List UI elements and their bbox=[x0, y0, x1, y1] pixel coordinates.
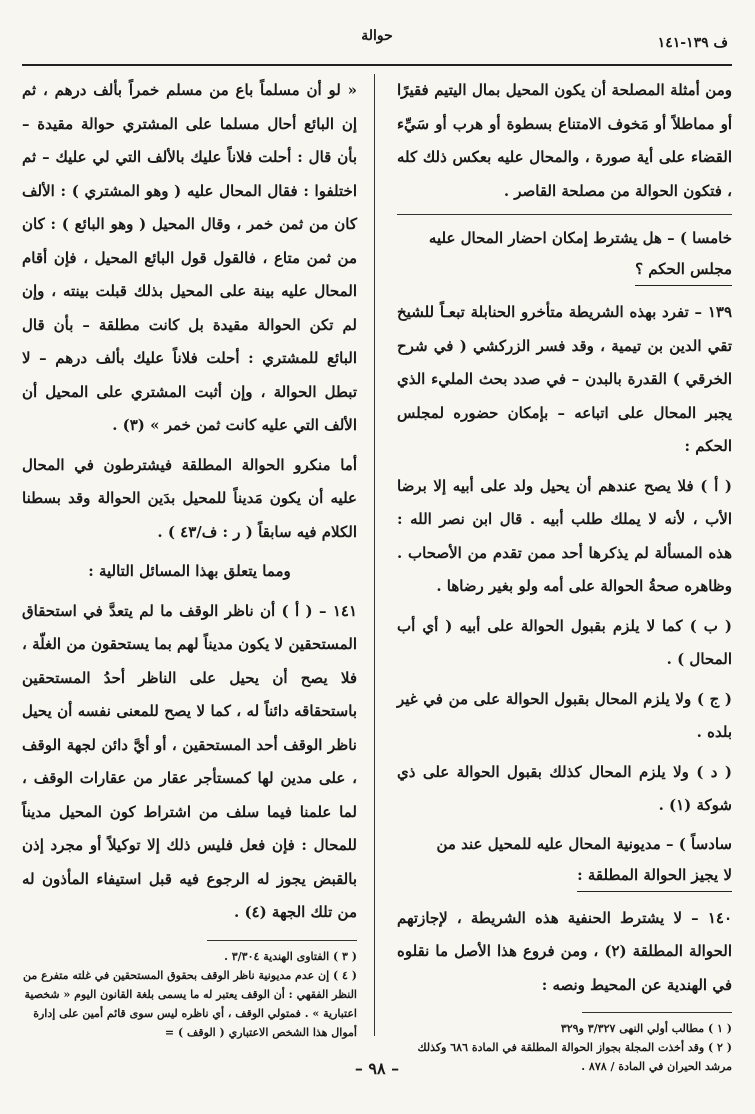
footnote-3: ( ٣ ) الفتاوى الهندية ٣/٣٠٤ . bbox=[224, 949, 357, 963]
paragraph-140: ١٤٠ – لا يشترط الحنفية هذه الشريطة ، لإجازتهم الحوالة المطلقة (٢) ، ومن فروع هذا الأصل ما نقلوه في الهندية عن المحيط ونصه : bbox=[397, 908, 732, 994]
document-page bbox=[22, 28, 732, 1088]
section-6-title bbox=[397, 829, 732, 896]
header-rule bbox=[22, 64, 732, 66]
header-section-ref: ف ١٣٩-١٤١ bbox=[657, 35, 728, 51]
section-6-title-line1: سادساً ) – مديونية المحال عليه للمحيل عند من bbox=[436, 834, 732, 853]
paragraph-141: ١٤١ – ( أ ) أن ناظر الوقف ما لم يتعدَّ في استحقاق المستحقين لا يكون مديناً لهم بما يستحقون من الغلّة ، فلا يصح أن يحيل على الناظر أحدُ المستحقين باستحقاقه دائناً له ، كما لا يصح للمعنى نفسه أن يحيل ناظر الوقف أحد المستحقين ، أو أيَّ دائن لجهة الوقف ، على مدين لها كمستأجر عقار من عقارات الوقف ، لما علمنا فيما سلف من اشتراط كون المحيل مديناً للمحال : فإن فعل فليس ذلك إلا توكيلاً أو مجرد إذن بالقبض يجوز له الرجوع فيه قبل استيفاء المأذون له من تلك الجهة (٤) . bbox=[22, 601, 357, 921]
footnote-4: ( ٤ ) إن عدم مديونية ناظر الوقف بحقوق المستحقين في غلته متفرع من النظر الفقهي : أن الوقف يعتبر له ما يسمى بلغة القانون اليوم « شخصية اعتبارية » . فمتولي الوقف ، أي ناظره ليس سوى قائم أمين على إدارة أموال هذا الشخص الاعتباري ( الوقف ) = bbox=[23, 968, 357, 1039]
footnote-2: ( ٢ ) وقد أخذت المجلة بجواز الحوالة المطلقة في المادة ٦٨٦ وكذلك مرشد الحيران في المادة / ٨٧٨ . bbox=[417, 1041, 732, 1073]
footnote-rule bbox=[582, 1012, 732, 1013]
section-5-title-line1: خامسا ) – هل يشترط إمكان احضار المحال عليه bbox=[428, 229, 732, 247]
header-title: حوالة bbox=[361, 28, 393, 44]
right-column bbox=[397, 74, 732, 1073]
left-column bbox=[22, 74, 357, 1039]
section-5-title-line2: مجلس الحكم ؟ bbox=[635, 254, 732, 286]
quote-hindiyya: « لو أن مسلماً باع من مسلم خمراً بألف درهم ، ثم إن البائع أحال مسلما على المشتري حوالة مقيدة – بأن قال : أحلت فلاناً عليك بالألف التي لي عليك – ثم اختلفوا : فقال المحال عليه ( وهو المشتري ) : الألف كان من ثمن خمر ، وقال المحيل ( وهو البائع ) : كان من ثمن متاع ، فالقول قول البائع المحيل ، فإن أقام المحال عليه بينة على المحيل بذلك قبلت بينته ، وإن لم تكن الحوالة مقيدة بل كانت مطلقة – بأن قال البائع للمشتري : أحلت فلاناً عليك بألف درهم – لا تبطل الحوالة ، وإن أثبت المشتري على المحيل أن الألف التي عليه كانت ثمن خمر » (٣) . bbox=[22, 81, 357, 434]
item-c: ( ج ) ولا يلزم المحال بقبول الحوالة على من في غير بلده . bbox=[397, 689, 732, 741]
column-divider bbox=[374, 74, 375, 1036]
footnote-1: ( ١ ) مطالب أولي النهى ٣/٣٢٧ و٣٢٩ bbox=[560, 1022, 732, 1035]
page-number: – ٩٨ – bbox=[354, 1059, 400, 1078]
paragraph-munkiru: أما منكرو الحوالة المطلقة فيشترطون في المحال عليه أن يكون مَديناً للمحيل بدَين الحوالة وقد بسطنا الكلام فيه سابقاً ( ر : ف/٤٣ ) . bbox=[22, 455, 357, 541]
paragraph-maslaha: ومن أمثلة المصلحة أن يكون المحيل بمال اليتيم فقيرًا أو مماطلاً أو مَخوف الامتناع بسطوة أو هرب أو سَيِّء القضاء على أية صورة ، والمحال عليه بعكس ذلك كله ، فتكون الحوالة من مصلحة القاصر . bbox=[397, 81, 732, 200]
paragraph-139: ١٣٩ – تفرد بهذه الشريطة متأخرو الحنابلة تبعـاً للشيخ تقي الدين بن تيمية ، وقد فسر الزركشي ( في شرح الخرقي ) القدرة بالبدن – في صدد بحث المليء الذي يجبر المحال على اتباعه – بإمكان حضوره لمجلس الحكم : bbox=[397, 303, 732, 455]
item-b: ( ب ) كما لا يلزم بقبول الحوالة على أبيه ( أي أب المحال ) . bbox=[397, 616, 732, 668]
paragraph-masail: ومما يتعلق بهذا المسائل التالية : bbox=[88, 562, 291, 580]
section-6-title-line2: لا يجيز الحوالة المطلقة : bbox=[577, 860, 732, 892]
item-a: ( أ ) فلا يصح عندهم أن يحيل ولد على أبيه إلا برضا الأب ، لأنه لا يملك طلب أبيه . قال ابن نصر الله : هذه المسألة لم يذكرها أحد ممن تقدم من الأصحاب . وظاهره صحةُ الحوالة على أمه ولو بغير رضاها . bbox=[397, 476, 732, 595]
item-d: ( د ) ولا يلزم المحال كذلك بقبول الحوالة على ذي شوكة (١) . bbox=[397, 762, 732, 814]
section-rule bbox=[397, 214, 732, 215]
footnote-rule bbox=[207, 940, 357, 941]
section-5-title bbox=[397, 223, 732, 290]
